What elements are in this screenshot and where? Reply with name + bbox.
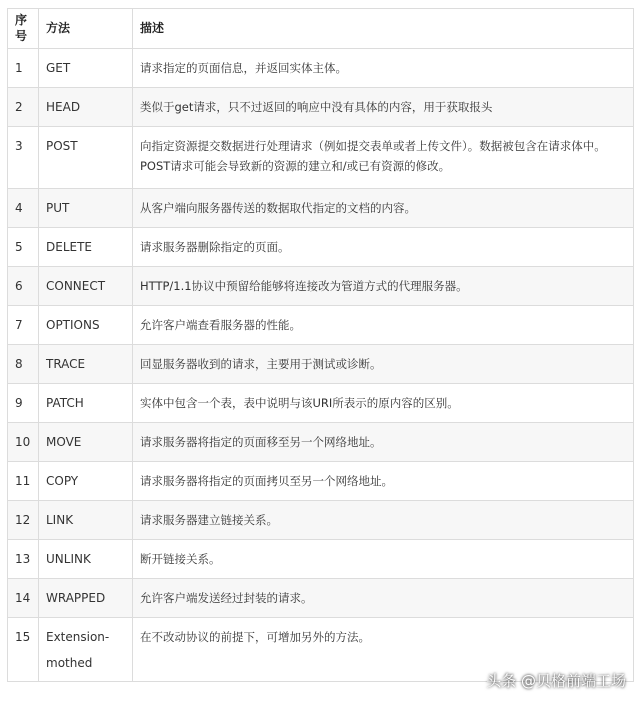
row-method: TRACE [39,345,133,384]
row-index: 10 [8,423,39,462]
row-description: 在不改动协议的前提下，可增加另外的方法。 [133,618,634,682]
table-row [8,462,634,501]
table-row [8,384,634,423]
row-method: Extension-mothed [39,618,133,682]
table-row [8,189,634,228]
row-description: 类似于get请求，只不过返回的响应中没有具体的内容，用于获取报头 [133,88,634,127]
header-method: 方法 [39,9,133,49]
row-description: 请求服务器将指定的页面移至另一个网络地址。 [133,423,634,462]
table-row [8,267,634,306]
row-description: 请求指定的页面信息，并返回实体主体。 [133,49,634,88]
row-index: 9 [8,384,39,423]
row-description: 向指定资源提交数据进行处理请求（例如提交表单或者上传文件）。数据被包含在请求体中。POST请求可能会导致新的资源的建立和/或已有资源的修改。 [133,127,634,189]
header-index: 序号 [8,9,39,49]
row-description: 从客户端向服务器传送的数据取代指定的文档的内容。 [133,189,634,228]
row-index: 2 [8,88,39,127]
http-methods-table [7,8,634,682]
row-description: 允许客户端查看服务器的性能。 [133,306,634,345]
row-method: PATCH [39,384,133,423]
row-index: 1 [8,49,39,88]
header-description: 描述 [133,9,634,49]
table-row [8,306,634,345]
row-index: 15 [8,618,39,682]
row-method: COPY [39,462,133,501]
table-row [8,127,634,189]
row-method: POST [39,127,133,189]
row-description: 请求服务器删除指定的页面。 [133,228,634,267]
table-row [8,345,634,384]
row-index: 13 [8,540,39,579]
row-description: 请求服务器建立链接关系。 [133,501,634,540]
row-index: 11 [8,462,39,501]
row-method: CONNECT [39,267,133,306]
table-header-row [8,9,634,49]
table-row [8,49,634,88]
table-row [8,423,634,462]
table-row [8,228,634,267]
table-row [8,88,634,127]
table-row [8,579,634,618]
row-method: OPTIONS [39,306,133,345]
row-method: LINK [39,501,133,540]
row-index: 4 [8,189,39,228]
row-method: UNLINK [39,540,133,579]
row-index: 12 [8,501,39,540]
row-index: 7 [8,306,39,345]
watermark: 头条 @贝格前端工场 [486,672,626,690]
table-row [8,501,634,540]
row-index: 3 [8,127,39,189]
row-description: HTTP/1.1协议中预留给能够将连接改为管道方式的代理服务器。 [133,267,634,306]
row-index: 5 [8,228,39,267]
row-description: 断开链接关系。 [133,540,634,579]
row-method: DELETE [39,228,133,267]
row-method: HEAD [39,88,133,127]
row-index: 14 [8,579,39,618]
row-description: 回显服务器收到的请求，主要用于测试或诊断。 [133,345,634,384]
row-index: 8 [8,345,39,384]
row-method: WRAPPED [39,579,133,618]
row-method: PUT [39,189,133,228]
table-row [8,540,634,579]
row-method: MOVE [39,423,133,462]
row-description: 请求服务器将指定的页面拷贝至另一个网络地址。 [133,462,634,501]
row-description: 实体中包含一个表，表中说明与该URI所表示的原内容的区别。 [133,384,634,423]
row-index: 6 [8,267,39,306]
row-description: 允许客户端发送经过封装的请求。 [133,579,634,618]
row-method: GET [39,49,133,88]
